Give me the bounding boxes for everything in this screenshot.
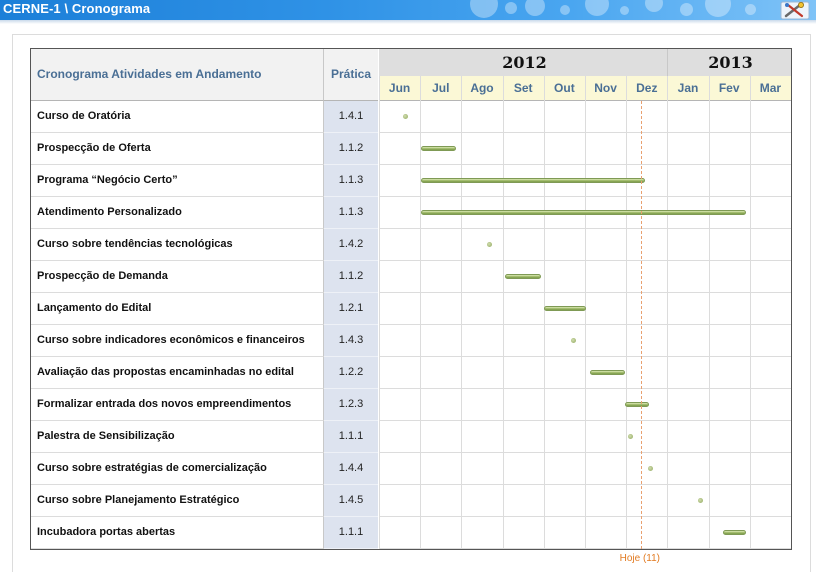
activities-header — [31, 49, 324, 101]
window-title: CERNE-1 \ Cronograma — [3, 1, 151, 16]
pratica-cell — [324, 133, 378, 165]
activity-name-cell — [31, 421, 324, 453]
pratica-code: 1.1.1 — [338, 430, 364, 442]
month-gridline — [585, 76, 586, 549]
row-gridline — [379, 420, 791, 421]
activity-name-cell — [31, 389, 324, 421]
pratica-code: 1.2.2 — [338, 366, 364, 378]
year-label: 2013 — [708, 53, 753, 72]
pratica-cell — [324, 357, 378, 389]
activity-name: Curso sobre indicadores econômicos e financeiros — [37, 334, 305, 346]
activity-name-cell — [31, 261, 324, 293]
month-gridline — [709, 76, 710, 549]
tools-logo-icon[interactable] — [780, 1, 810, 20]
activity-name: Formalizar entrada dos novos empreendimentos — [37, 398, 292, 410]
month-gridline — [750, 76, 751, 549]
row-gridline — [379, 196, 791, 197]
pratica-code: 1.2.3 — [338, 398, 364, 410]
pratica-cell — [324, 197, 378, 229]
activity-milestone[interactable] — [571, 338, 576, 343]
pratica-code: 1.1.2 — [338, 142, 364, 154]
month-label: Set — [513, 81, 533, 95]
month-gridline — [544, 76, 545, 549]
activities-header-label: Cronograma Atividades em Andamento — [37, 67, 262, 81]
activity-name-cell — [31, 133, 324, 165]
pratica-cell — [324, 421, 378, 453]
activity-name: Lançamento do Edital — [37, 302, 152, 314]
activity-bar[interactable] — [625, 402, 648, 407]
activity-milestone[interactable] — [487, 242, 492, 247]
pratica-code: 1.4.1 — [338, 110, 364, 122]
row-gridline — [379, 164, 791, 165]
pratica-code: 1.4.3 — [338, 334, 364, 346]
pratica-code: 1.1.1 — [338, 526, 364, 538]
activity-name-cell — [31, 293, 324, 325]
row-gridline — [379, 228, 791, 229]
row-gridline — [379, 484, 791, 485]
activity-milestone[interactable] — [628, 434, 633, 439]
month-gridline — [461, 76, 462, 549]
pratica-cell — [324, 485, 378, 517]
pratica-cell — [324, 165, 378, 197]
activity-name: Incubadora portas abertas — [37, 526, 176, 538]
month-label: Mar — [759, 81, 782, 95]
month-label: Ago — [470, 81, 494, 95]
activity-name: Curso de Oratória — [37, 110, 131, 122]
activity-milestone[interactable] — [648, 466, 653, 471]
activity-name: Palestra de Sensibilização — [37, 430, 175, 442]
activity-name: Atendimento Personalizado — [37, 206, 182, 218]
pratica-cell — [324, 229, 378, 261]
window-titlebar — [0, 0, 816, 20]
activity-bar[interactable] — [723, 530, 746, 535]
month-label: Fev — [718, 81, 740, 95]
row-gridline — [379, 292, 791, 293]
pratica-code: 1.1.2 — [338, 270, 364, 282]
row-gridline — [379, 452, 791, 453]
month-label: Nov — [594, 81, 617, 95]
activity-bar[interactable] — [421, 210, 746, 215]
activity-name: Curso sobre estratégias de comercialização — [37, 462, 267, 474]
activity-name-cell — [31, 165, 324, 197]
activity-name-cell — [31, 517, 324, 549]
titlebar-shadow — [0, 20, 816, 24]
pratica-cell — [324, 293, 378, 325]
activity-bar[interactable] — [544, 306, 586, 311]
pratica-cell — [324, 517, 378, 549]
activity-name-cell — [31, 325, 324, 357]
activity-bar[interactable] — [421, 146, 456, 151]
activity-name-cell — [31, 229, 324, 261]
row-gridline — [379, 132, 791, 133]
pratica-code: 1.4.2 — [338, 238, 364, 250]
activity-name: Prospecção de Demanda — [37, 270, 168, 282]
row-gridline — [379, 388, 791, 389]
pratica-cell — [324, 453, 378, 485]
activity-name: Programa “Negócio Certo” — [37, 174, 178, 186]
pratica-cell — [324, 325, 378, 357]
month-gridline — [626, 76, 627, 549]
year-label: 2012 — [502, 53, 547, 72]
row-gridline — [379, 516, 791, 517]
pratica-cell — [324, 101, 378, 133]
month-label: Dez — [636, 81, 658, 95]
pratica-code: 1.4.4 — [338, 462, 364, 474]
row-gridline — [379, 260, 791, 261]
month-label: Jan — [677, 81, 699, 95]
activity-name: Prospecção de Oferta — [37, 142, 151, 154]
pratica-code: 1.4.5 — [338, 494, 364, 506]
pratica-code: 1.2.1 — [338, 302, 364, 314]
activity-bar[interactable] — [590, 370, 625, 375]
today-label: Hoje (11) — [619, 553, 660, 564]
gantt-table — [30, 48, 792, 550]
month-gridline — [379, 76, 380, 549]
activity-name-cell — [31, 453, 324, 485]
activity-bar[interactable] — [421, 178, 645, 183]
activity-name: Avaliação das propostas encaminhadas no edital — [37, 366, 294, 378]
year-divider — [667, 49, 668, 76]
row-gridline — [379, 356, 791, 357]
pratica-header-label: Prática — [330, 67, 372, 81]
activity-bar[interactable] — [505, 274, 541, 279]
activity-name-cell — [31, 357, 324, 389]
today-line — [641, 101, 642, 549]
activity-milestone[interactable] — [698, 498, 703, 503]
pratica-code: 1.1.3 — [338, 206, 364, 218]
month-label: Out — [554, 81, 575, 95]
activity-name: Curso sobre Planejamento Estratégico — [37, 494, 240, 506]
activity-milestone[interactable] — [403, 114, 408, 119]
row-gridline — [379, 324, 791, 325]
pratica-cell — [324, 261, 378, 293]
activity-name-cell — [31, 101, 324, 133]
activity-name-cell — [31, 485, 324, 517]
month-label: Jul — [432, 81, 450, 95]
activity-name: Curso sobre tendências tecnológicas — [37, 238, 233, 250]
month-gridline — [667, 76, 668, 549]
activity-name-cell — [31, 197, 324, 229]
pratica-header — [324, 49, 378, 101]
month-gridline — [503, 76, 504, 549]
month-label: Jun — [388, 81, 411, 95]
pratica-cell — [324, 389, 378, 421]
row-gridline — [379, 548, 791, 549]
pratica-code: 1.1.3 — [338, 174, 364, 186]
